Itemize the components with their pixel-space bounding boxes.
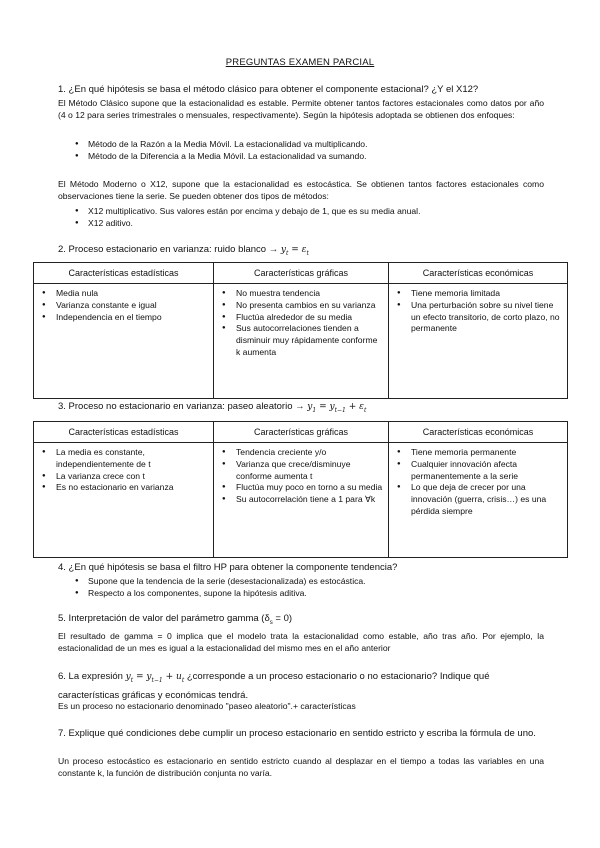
list-item: ● Fluctúa alrededor de su media: [214, 312, 384, 324]
table-cell: [389, 443, 568, 558]
list-item: ● Lo que deja de crecer por una innovación (guerra, crisis…) es una pérdida siempre: [389, 482, 563, 517]
table-header: Características estadísticas: [34, 422, 214, 443]
q1-paragraph-1: El Método Clásico supone que la estacionalidad es estable. Permite obtener tantos factores estacionales como datos por año (4 o 12 para series trimestrales o mensuales, respectivamente). Según la hipótesis adoptada se obtienen dos enfoques:: [58, 98, 544, 121]
q6-answer: Es un proceso no estacionario denominado "paseo aleatorio".+ características: [58, 701, 356, 711]
list-item: ● Tendencia creciente y/o: [214, 447, 384, 459]
list-item: ● Tiene memoria limitada: [389, 288, 563, 300]
page-title: PREGUNTAS EXAMEN PARCIAL: [225, 57, 375, 68]
q2-question-text: 2. Proceso estacionario en varianza: ruido blanco →: [58, 244, 279, 255]
q3-question: [58, 400, 544, 417]
list-item: ● Varianza que crece/disminuye conforme aumenta t: [214, 459, 384, 483]
list-item: ● Cualquier innovación afecta permanentemente a la serie: [389, 459, 563, 483]
q6-formula: $y_t = y_{t-1} + u_t$: [125, 672, 185, 684]
table-header: Características económicas: [389, 263, 568, 284]
table-header: Características económicas: [389, 422, 568, 443]
list-item: ● Supone que la tendencia de la serie (desestacionalizada) es estocástica.: [58, 575, 544, 587]
q1-bullet-list-1: [58, 138, 544, 162]
q1-question: 1. ¿En qué hipótesis se basa el método clásico para obtener el componente estacional? ¿Y el X12?: [58, 84, 479, 95]
list-item: ● Independencia en el tiempo: [34, 312, 209, 324]
list-item: ● X12 multiplicativo. Sus valores están por encima y debajo de 1, que es su media anual.: [58, 205, 544, 217]
table-header: Características gráficas: [214, 422, 389, 443]
list-item: ● Método de la Razón a la Media Móvil. La estacionalidad va multiplicando.: [58, 138, 544, 150]
list-item: ● La varianza crece con t: [34, 471, 209, 483]
table-cell: [34, 284, 214, 399]
q7-answer: Un proceso estocástico es estacionario en sentido estricto cuando al desplazar en el tiempo a todas las variables en una constante k, la función de distribución conjunta no varía.: [58, 756, 544, 779]
table-cell: [389, 284, 568, 399]
list-item: ● Varianza constante e igual: [34, 300, 209, 312]
list-item: ● No muestra tendencia: [214, 288, 384, 300]
q3-formula: $y_1 = y_{t-1} + \varepsilon_t$: [307, 402, 367, 414]
q1-bullet-list-2: [58, 205, 544, 229]
list-item: ● Es no estacionario en varianza: [34, 482, 209, 494]
q3-question-text: 3. Proceso no estacionario en varianza: paseo aleatorio →: [58, 401, 305, 412]
q5-answer: El resultado de gamma = 0 implica que el modelo trata la estacionalidad como estable, año tras año. Por ejemplo, la estacionalidad de un mes es igual a la estacionalidad del mismo mes en el año anterior: [58, 631, 544, 654]
table-cell: [34, 443, 214, 558]
q5-question: 5. Interpretación de valor del parámetro gamma $(\delta_s = 0)$: [58, 613, 293, 626]
list-item: ● Su autocorrelación tiene a 1 para ∀k: [214, 494, 384, 506]
list-item: ● Tiene memoria permanente: [389, 447, 563, 459]
list-item: ● Una perturbación sobre su nivel tiene un efecto transitorio, de corto plazo, no permanente: [389, 300, 563, 335]
q2-characteristics-table: [33, 262, 568, 399]
list-item: ● Respecto a los componentes, supone la hipótesis aditiva.: [58, 587, 544, 599]
list-item: ● Sus autocorrelaciones tienden a disminuir muy rápidamente conforme k aumenta: [214, 323, 384, 358]
q7-question: 7. Explique qué condiciones debe cumplir un proceso estacionario en sentido estricto y escriba la fórmula de uno.: [58, 728, 536, 739]
list-item: ● Media nula: [34, 288, 209, 300]
q6-question: 6. La expresión $y_t = y_{t-1} + u_t$ ¿corresponde a un proceso estacionario o no estacionario? Indique qué características gráficas y económicas tendrá.: [58, 671, 490, 701]
table-cell: [214, 284, 389, 399]
table-header: Características gráficas: [214, 263, 389, 284]
q2-question: [58, 243, 544, 260]
q4-question: 4. ¿En qué hipótesis se basa el filtro HP para obtener la componente tendencia?: [58, 562, 398, 573]
q2-formula: $y_t = \varepsilon_t$: [280, 245, 309, 257]
list-item: ● Fluctúa muy poco en torno a su media: [214, 482, 384, 494]
table-header: Características estadísticas: [34, 263, 214, 284]
list-item: ● No presenta cambios en su varianza: [214, 300, 384, 312]
list-item: ● X12 aditivo.: [58, 217, 544, 229]
q1-paragraph-2: El Método Moderno o X12, supone que la estacionalidad es estocástica. Se obtienen tantos factores estacionales como observaciones tiene la serie. Se pueden obtener dos tipos de métodos:: [58, 179, 544, 202]
table-cell: [214, 443, 389, 558]
list-item: ● La media es constante, independientemente de t: [34, 447, 209, 471]
list-item: ● Método de la Diferencia a la Media Móvil. La estacionalidad va sumando.: [58, 150, 544, 162]
q3-characteristics-table: [33, 421, 568, 558]
q4-bullet-list: [58, 575, 544, 599]
